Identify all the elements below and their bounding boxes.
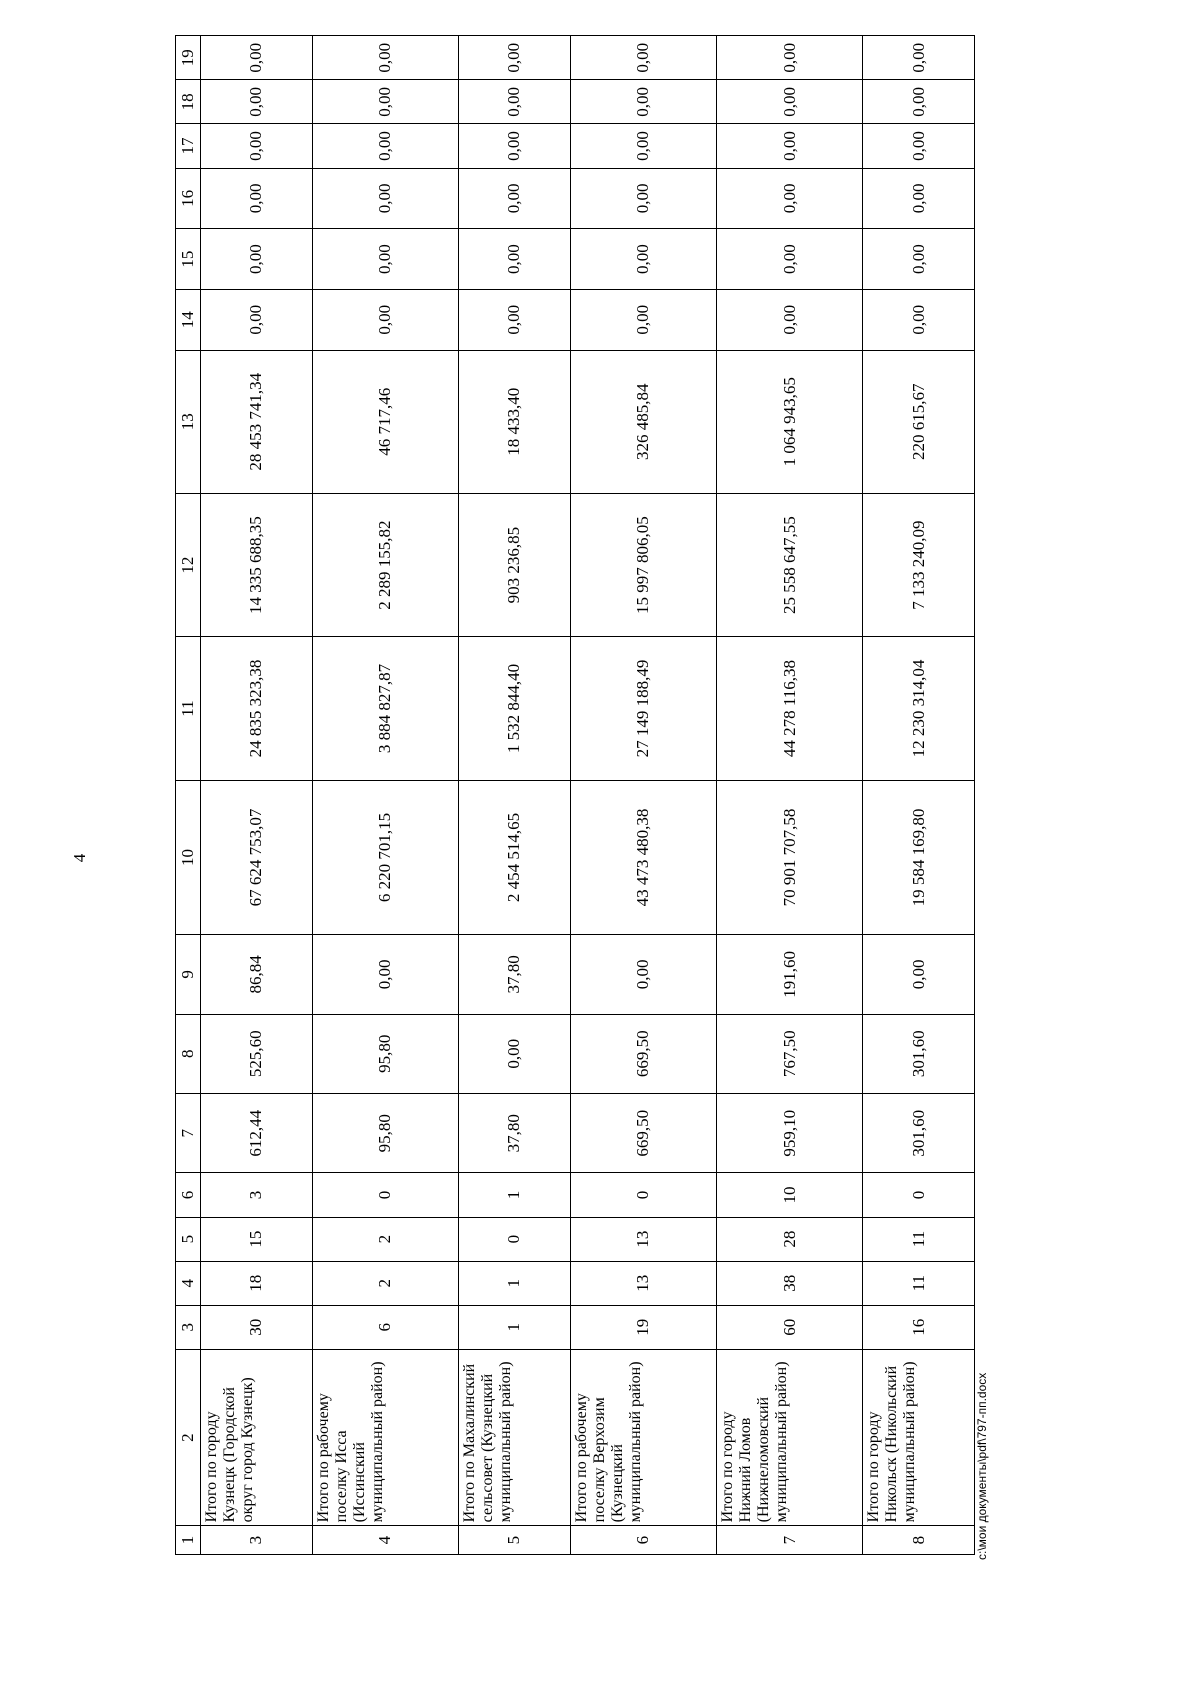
table-cell: 959,10: [716, 1093, 862, 1172]
table-cell: 0,00: [570, 80, 716, 124]
table-cell: 1 064 943,65: [716, 350, 862, 493]
table-cell: 67 624 753,07: [201, 780, 313, 934]
column-header: 14: [176, 289, 201, 350]
table-cell: 44 278 116,38: [716, 637, 862, 780]
table-cell: 37,80: [458, 1093, 570, 1172]
table-cell: 19: [570, 1305, 716, 1349]
table-cell: 326 485,84: [570, 350, 716, 493]
table-cell: 0,00: [570, 36, 716, 80]
table-cell: 2: [312, 1261, 458, 1305]
table-cell: 0,00: [201, 80, 313, 124]
table-cell: 0,00: [716, 80, 862, 124]
table-cell: 28 453 741,34: [201, 350, 313, 493]
table-row: [863, 36, 975, 1555]
column-header: 6: [176, 1173, 201, 1217]
table-cell: 0,00: [201, 168, 313, 229]
table-cell: 6 220 701,15: [312, 780, 458, 934]
table-cell: 0,00: [716, 229, 862, 290]
column-header: 2: [176, 1349, 201, 1525]
table-cell: 767,50: [716, 1014, 862, 1093]
table-cell: 0,00: [201, 36, 313, 80]
column-header: 15: [176, 229, 201, 290]
table-cell: 612,44: [201, 1093, 313, 1172]
table-cell: 4: [312, 1526, 458, 1555]
column-header: 1: [176, 1526, 201, 1555]
column-header: 16: [176, 168, 201, 229]
column-header: 4: [176, 1261, 201, 1305]
table-cell: 11: [863, 1261, 975, 1305]
table-cell: 13: [570, 1217, 716, 1261]
page-number: 4: [70, 853, 89, 863]
column-header: 3: [176, 1305, 201, 1349]
table-cell: 12 230 314,04: [863, 637, 975, 780]
table-cell: 1: [458, 1261, 570, 1305]
table-cell: 0,00: [716, 168, 862, 229]
footer-file-path: c:\мои документы\pdf\797-пп.docx: [975, 1372, 989, 1560]
table-cell: 7 133 240,09: [863, 493, 975, 636]
column-header: 18: [176, 80, 201, 124]
column-header: 13: [176, 350, 201, 493]
table-cell: 16: [863, 1305, 975, 1349]
table-cell: 28: [716, 1217, 862, 1261]
table-cell: 0,00: [863, 289, 975, 350]
column-header: 7: [176, 1093, 201, 1172]
table-cell: 2 454 514,65: [458, 780, 570, 934]
table-cell: 14 335 688,35: [201, 493, 313, 636]
table-cell: 95,80: [312, 1093, 458, 1172]
table-cell: 30: [201, 1305, 313, 1349]
table-cell: 0,00: [312, 289, 458, 350]
table-cell: 38: [716, 1261, 862, 1305]
table-cell: 0,00: [458, 168, 570, 229]
table-cell: 903 236,85: [458, 493, 570, 636]
table-cell: 18 433,40: [458, 350, 570, 493]
table-cell: 0,00: [716, 124, 862, 168]
table-cell: 7: [716, 1526, 862, 1555]
table-cell: 0: [458, 1217, 570, 1261]
column-header: 9: [176, 935, 201, 1014]
table-cell: 0,00: [312, 80, 458, 124]
table-cell: 0,00: [716, 289, 862, 350]
table-cell: 3: [201, 1526, 313, 1555]
table-cell: 301,60: [863, 1014, 975, 1093]
table-cell: 15: [201, 1217, 313, 1261]
table-cell: 3 884 827,87: [312, 637, 458, 780]
table-cell: 0,00: [716, 36, 862, 80]
table-cell: 0,00: [458, 1014, 570, 1093]
column-header: 11: [176, 637, 201, 780]
column-header: 10: [176, 780, 201, 934]
table-cell: 669,50: [570, 1014, 716, 1093]
table-cell: 1: [458, 1173, 570, 1217]
table-cell: 24 835 323,38: [201, 637, 313, 780]
table-cell: 0,00: [570, 168, 716, 229]
column-header: 8: [176, 1014, 201, 1093]
table-cell: 11: [863, 1217, 975, 1261]
table-cell: 0,00: [458, 124, 570, 168]
table-cell: 19 584 169,80: [863, 780, 975, 934]
table-cell: 0,00: [201, 124, 313, 168]
table-cell: 25 558 647,55: [716, 493, 862, 636]
table-cell: 0,00: [458, 36, 570, 80]
table-cell: 525,60: [201, 1014, 313, 1093]
table-cell: 191,60: [716, 935, 862, 1014]
table-cell: 0: [312, 1173, 458, 1217]
table-row: [312, 36, 458, 1555]
table-cell: 0: [863, 1173, 975, 1217]
table-row: [201, 36, 313, 1555]
column-header: 5: [176, 1217, 201, 1261]
table-cell: 5: [458, 1526, 570, 1555]
table-cell: 0,00: [312, 124, 458, 168]
table-cell: 0,00: [312, 935, 458, 1014]
row-name-cell: Итого по Махалинский сельсовет (Кузнецкий муниципальный район): [458, 1349, 570, 1525]
table-cell: 0,00: [312, 229, 458, 290]
table-cell: 0,00: [458, 289, 570, 350]
table-cell: 0,00: [863, 36, 975, 80]
table-cell: 0: [570, 1173, 716, 1217]
table-cell: 0,00: [570, 229, 716, 290]
table-body: [201, 36, 975, 1555]
table-cell: 0,00: [312, 168, 458, 229]
table-row: [570, 36, 716, 1555]
table-cell: 2 289 155,82: [312, 493, 458, 636]
table-cell: 86,84: [201, 935, 313, 1014]
column-header: 17: [176, 124, 201, 168]
table-cell: 0,00: [863, 229, 975, 290]
table-cell: 15 997 806,05: [570, 493, 716, 636]
table-cell: 0,00: [312, 36, 458, 80]
table-cell: 0,00: [201, 229, 313, 290]
table-cell: 0,00: [458, 229, 570, 290]
rotated-table-container: [175, 35, 975, 1555]
column-header: 19: [176, 36, 201, 80]
table-cell: 1: [458, 1305, 570, 1349]
table-cell: 60: [716, 1305, 862, 1349]
table-row: [458, 36, 570, 1555]
row-name-cell: Итого по городу Нижний Ломов (Нижнеломовский муниципальный район): [716, 1349, 862, 1525]
table-cell: 6: [312, 1305, 458, 1349]
table-cell: 46 717,46: [312, 350, 458, 493]
table-cell: 0,00: [863, 935, 975, 1014]
table-cell: 0,00: [863, 80, 975, 124]
table-cell: 18: [201, 1261, 313, 1305]
data-table: [175, 35, 975, 1555]
row-name-cell: Итого по рабочему поселку Исса (Иссинский муниципальный район): [312, 1349, 458, 1525]
table-cell: 2: [312, 1217, 458, 1261]
table-cell: 0,00: [458, 80, 570, 124]
table-cell: 3: [201, 1173, 313, 1217]
table-cell: 0,00: [570, 289, 716, 350]
table-cell: 220 615,67: [863, 350, 975, 493]
table-cell: 301,60: [863, 1093, 975, 1172]
column-header: 12: [176, 493, 201, 636]
table-cell: 8: [863, 1526, 975, 1555]
table-cell: 0,00: [863, 124, 975, 168]
table-cell: 1 532 844,40: [458, 637, 570, 780]
table-cell: 43 473 480,38: [570, 780, 716, 934]
table-cell: 10: [716, 1173, 862, 1217]
table-row: [716, 36, 862, 1555]
table-cell: 0,00: [570, 935, 716, 1014]
table-cell: 6: [570, 1526, 716, 1555]
table-cell: 37,80: [458, 935, 570, 1014]
row-name-cell: Итого по городу Никольск (Никольский муниципальный район): [863, 1349, 975, 1525]
table-cell: 27 149 188,49: [570, 637, 716, 780]
table-cell: 70 901 707,58: [716, 780, 862, 934]
table-cell: 0,00: [863, 168, 975, 229]
table-cell: 95,80: [312, 1014, 458, 1093]
row-name-cell: Итого по рабочему поселку Верхозим (Кузнецкий муниципальный район): [570, 1349, 716, 1525]
table-cell: 669,50: [570, 1093, 716, 1172]
row-name-cell: Итого по городу Кузнецк (Городской округ город Кузнецк): [201, 1349, 313, 1525]
table-cell: 13: [570, 1261, 716, 1305]
table-cell: 0,00: [201, 289, 313, 350]
table-cell: 0,00: [570, 124, 716, 168]
table-header-row: [176, 36, 201, 1555]
